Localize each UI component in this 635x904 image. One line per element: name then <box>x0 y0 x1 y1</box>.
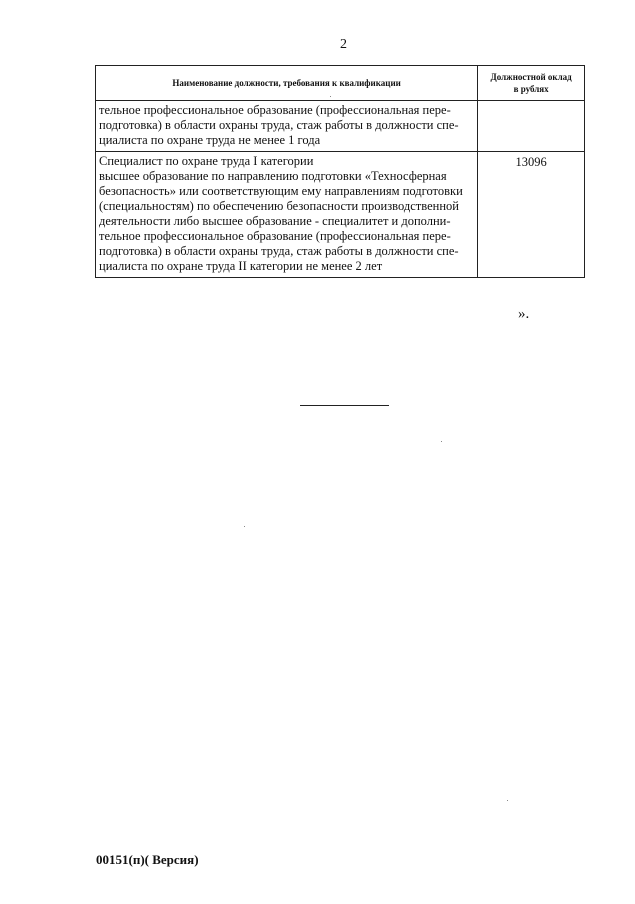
requirements-line: безопасность» или соответствующим ему направлениям подготовки <box>99 184 463 198</box>
table-header-row <box>96 66 585 101</box>
page-number: 2 <box>340 37 347 52</box>
header-position-requirements: Наименование должности, требования к квалификации <box>96 66 478 101</box>
requirements-line: циалиста по охране труда II категории не менее 2 лет <box>99 259 383 273</box>
requirements-line: деятельности либо высшее образование - специалитет и дополни- <box>99 214 451 228</box>
salary-cell <box>478 101 585 152</box>
header-salary <box>478 66 585 101</box>
position-title: Специалист по охране труда I категории <box>99 154 314 168</box>
scan-speck <box>441 441 442 442</box>
header-salary-line-1: Должностной оклад <box>490 72 572 82</box>
scan-speck <box>507 800 508 801</box>
table-row <box>96 101 585 152</box>
separator-line <box>300 405 389 406</box>
requirements-cell <box>96 152 478 278</box>
requirements-line: циалиста по охране труда не менее 1 года <box>99 133 321 147</box>
qualification-salary-table <box>95 65 585 278</box>
requirements-line: (специальностям) по обеспечению безопасности производственной <box>99 199 459 213</box>
scan-speck <box>244 526 245 527</box>
requirements-line: подготовка) в области охраны труда, стаж работы в должности спе- <box>99 118 459 132</box>
requirements-line: тельное профессиональное образование (профессиональная пере- <box>99 103 451 117</box>
scan-speck <box>330 96 331 97</box>
requirements-line: подготовка) в области охраны труда, стаж работы в должности спе- <box>99 244 459 258</box>
requirements-cell <box>96 101 478 152</box>
requirements-line: тельное профессиональное образование (профессиональная пере- <box>99 229 451 243</box>
closing-quote: ». <box>518 306 530 322</box>
document-code: 00151(п)( Версия) <box>96 852 199 867</box>
header-salary-line-2: в рублях <box>513 84 549 94</box>
requirements-line: высшее образование по направлению подготовки «Техносферная <box>99 169 447 183</box>
table-row <box>96 152 585 278</box>
salary-cell: 13096 <box>478 152 585 278</box>
